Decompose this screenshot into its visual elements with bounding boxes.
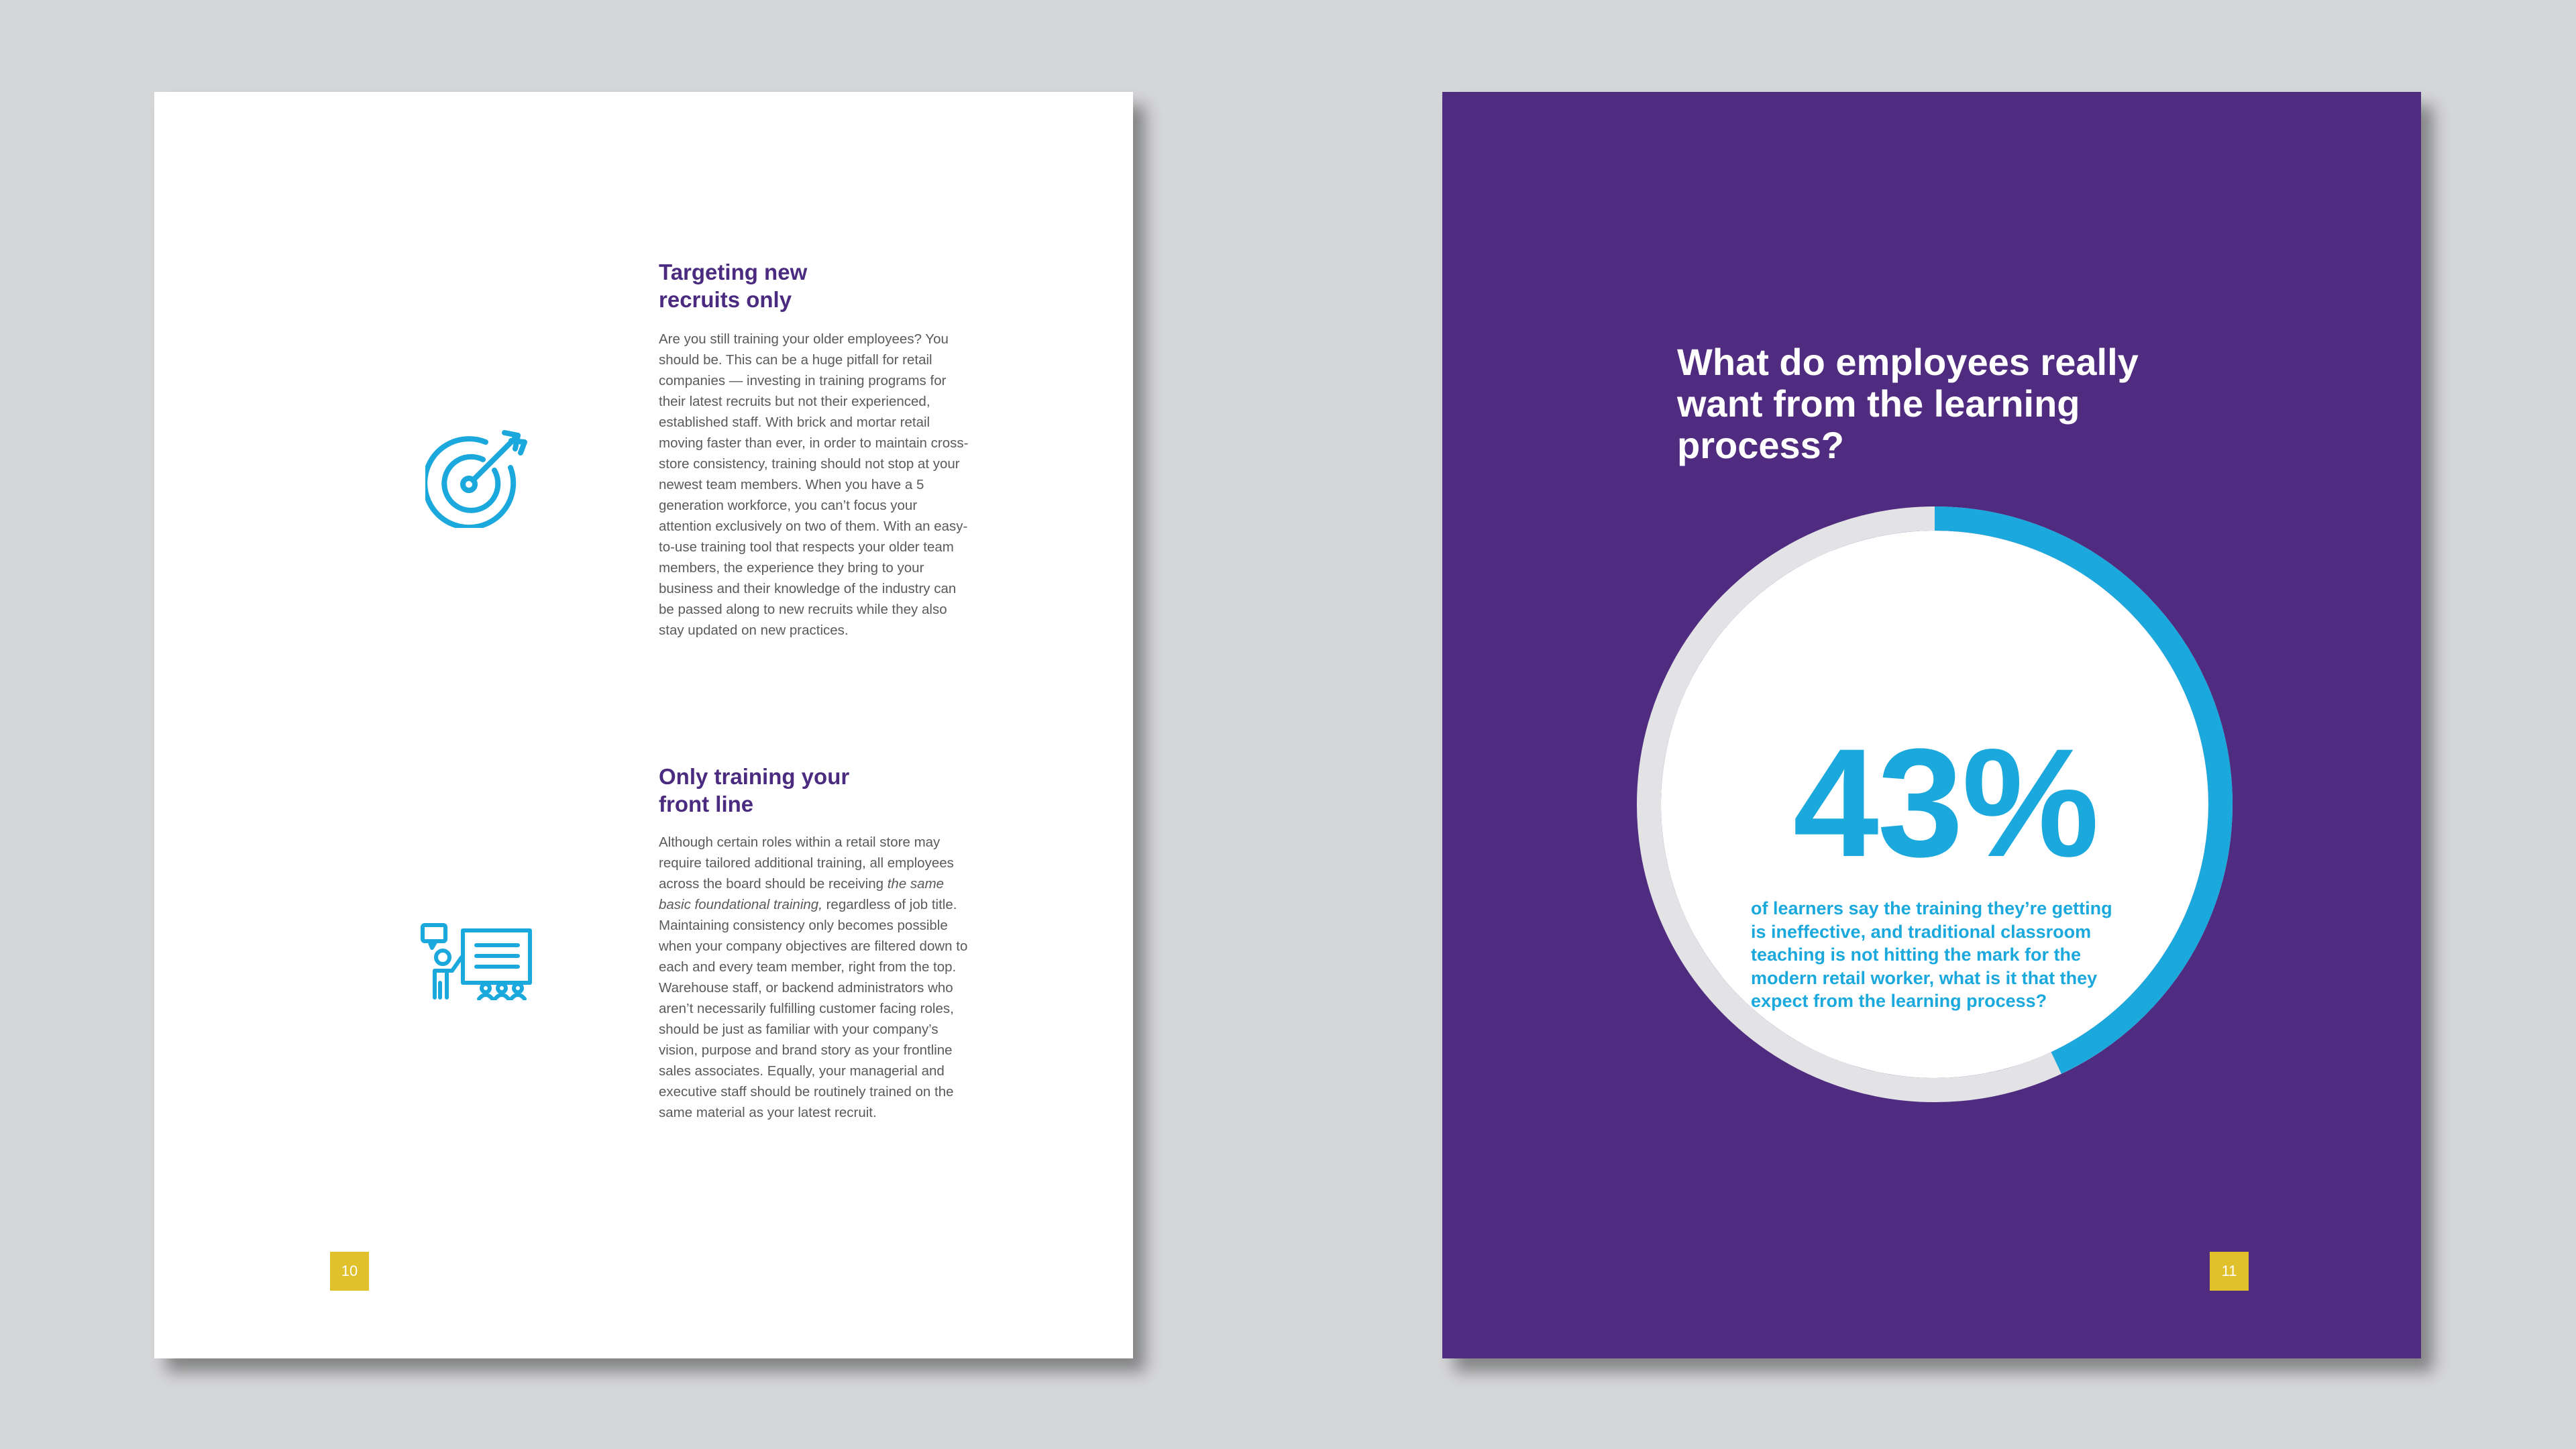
section-title-targeting-new-recruits: Targeting new recruits only <box>659 260 808 312</box>
section-body-part: regardless of job title. Maintaining consistency only becomes possible when your company objectives are filtered down to each and every team member, right from the top. Warehouse staff, or backend administrators who aren’t necessarily fulfilling customer facing roles, should be just as familiar with your company’s vision, purpose and brand story as your frontline sales associates. Equally, your managerial and executive staff should be routinely trained on the same material as your latest recruit. <box>659 897 968 1120</box>
left-page <box>154 92 1133 1358</box>
section-title-only-training-front-line: Only training your front line <box>659 764 850 816</box>
question-heading: What do employees really want from the learning process? <box>1677 341 2139 466</box>
section-body-emphasis: the same basic foundational training, <box>659 876 945 912</box>
presenter-icon <box>420 922 534 1000</box>
section-body-only-training-front-line <box>659 832 971 1123</box>
section-body-part: Although certain roles within a retail store may require tailored additional training, all employees across the board should be receiving <box>659 835 954 892</box>
right-page <box>1442 92 2421 1358</box>
section-body-targeting-new-recruits: Are you still training your older employees? You should be. This can be a huge pitfall for retail companies — investing in training programs for their latest recruits but not their experienced, established staff. With brick and mortar retail moving faster than ever, in order to maintain cross-store consistency, training should not stop at your newest team members. When you have a 5 generation workforce, you can’t focus your attention exclusively on two of them. With an easy-to-use training tool that respects your older team members, the experience they bring to your business and their knowledge of the industry can be passed along to new recruits while they also stay updated on new practices. <box>659 331 969 638</box>
page-number: 10 <box>330 1252 369 1291</box>
stat-caption: of learners say the training they’re getting is ineffective, and traditional classroom teaching is not hitting the mark for the modern retail worker, what is it that they expect from the learning process? <box>1751 898 2112 1011</box>
target-icon <box>425 421 533 528</box>
page-number: 11 <box>2210 1252 2249 1291</box>
stat-value: 43% <box>1792 716 2098 889</box>
